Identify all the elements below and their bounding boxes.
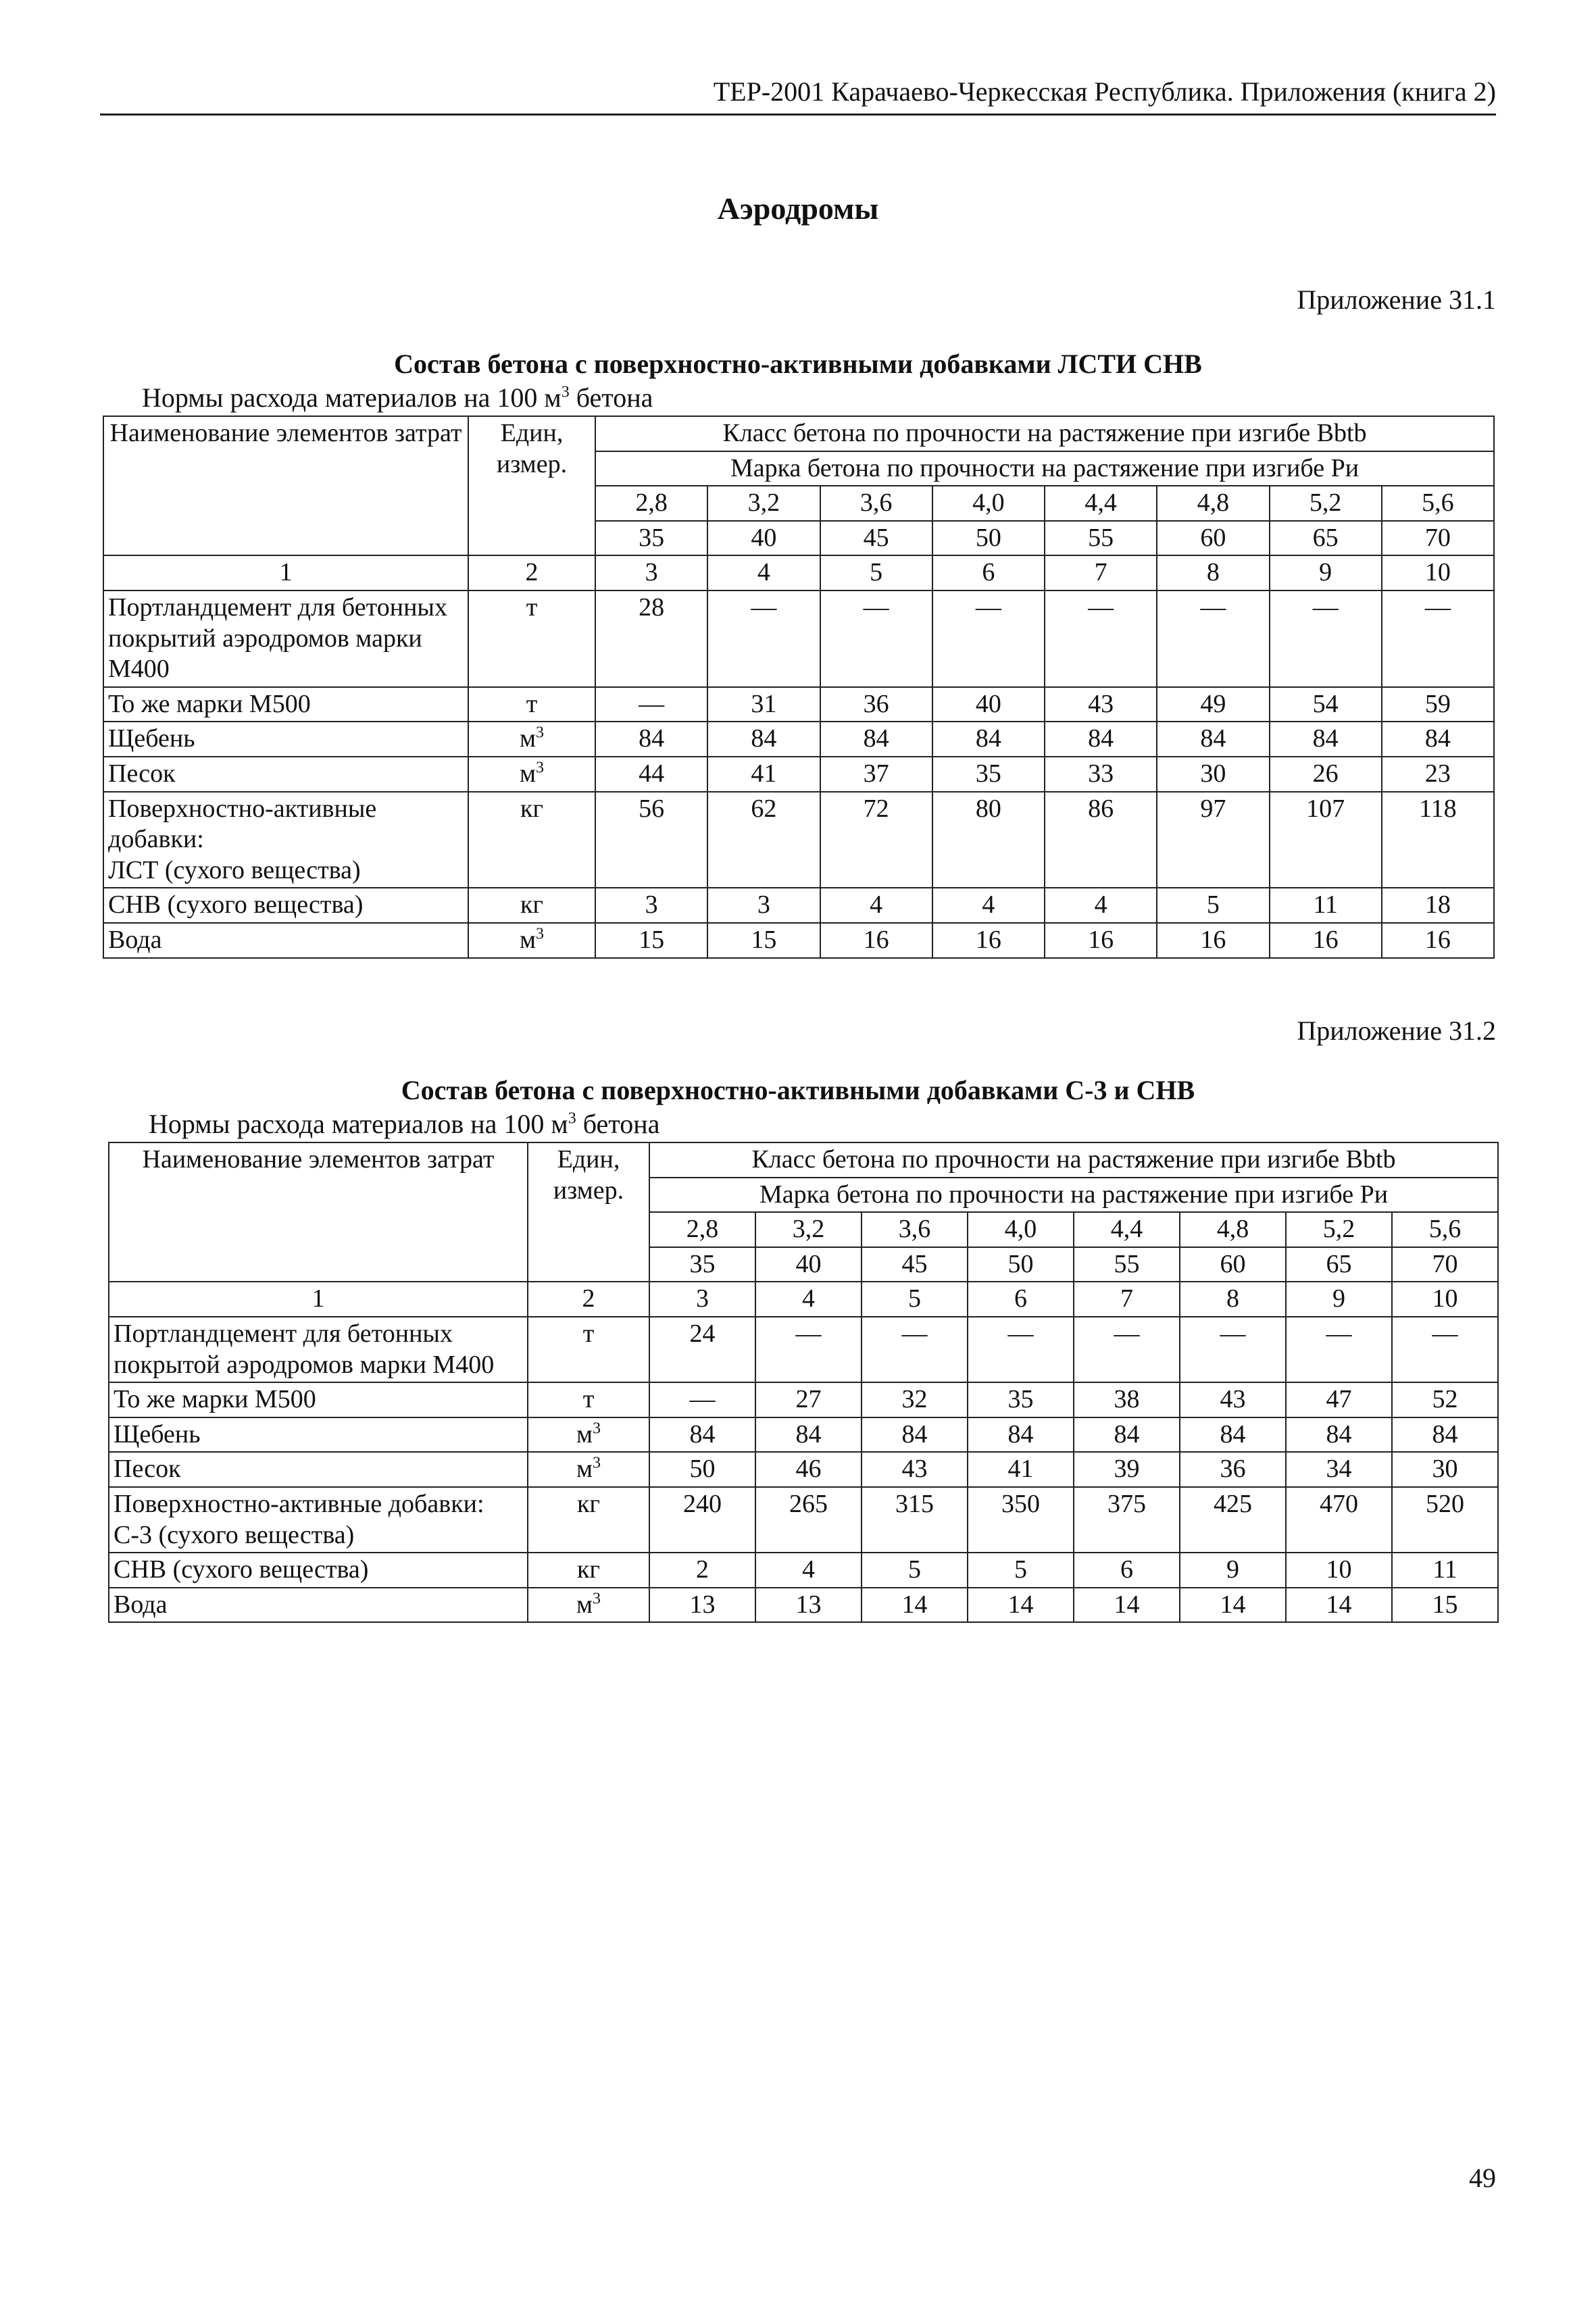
value-cell: — xyxy=(1180,1317,1286,1382)
appendix-label-1: Приложение 31.1 xyxy=(1297,284,1496,315)
column-number-cell: 1 xyxy=(109,1282,528,1317)
column-number-cell: 10 xyxy=(1382,555,1494,590)
value-cell: — xyxy=(1045,590,1157,687)
row-name-cell: СНВ (сухого вещества) xyxy=(103,888,468,923)
norms-suffix: бетона xyxy=(569,382,653,413)
value-cell: 43 xyxy=(1180,1382,1286,1417)
mark-value-cell: 70 xyxy=(1392,1247,1498,1282)
column-number-cell: 3 xyxy=(595,555,707,590)
value-cell: 265 xyxy=(755,1487,862,1553)
value-cell: — xyxy=(862,1317,968,1382)
value-cell: 375 xyxy=(1074,1487,1180,1553)
column-number-cell: 7 xyxy=(1045,555,1157,590)
value-cell: 470 xyxy=(1286,1487,1392,1553)
value-cell: 27 xyxy=(755,1382,862,1417)
class-value-cell: 4,8 xyxy=(1180,1212,1286,1247)
value-cell: 38 xyxy=(1074,1382,1180,1417)
value-cell: 10 xyxy=(1286,1553,1392,1588)
value-cell: 11 xyxy=(1392,1553,1498,1588)
row-name-cell: Песок xyxy=(109,1452,528,1487)
value-cell: 41 xyxy=(968,1452,1074,1487)
running-header: ТЕР-2001 Карачаево-Черкесская Республика. Приложения (книга 2) xyxy=(713,76,1496,107)
value-cell: — xyxy=(1286,1317,1392,1382)
norms-sup: 3 xyxy=(561,383,570,401)
value-cell: 4 xyxy=(820,888,932,923)
value-cell: 14 xyxy=(968,1588,1074,1623)
table-row xyxy=(103,590,1494,687)
column-header-unit: Един, измер. xyxy=(468,416,595,555)
unit-text: м xyxy=(519,925,537,954)
value-cell: 5 xyxy=(968,1553,1074,1588)
value-cell: 14 xyxy=(1180,1588,1286,1623)
value-cell: 35 xyxy=(932,757,1045,792)
value-cell: 36 xyxy=(1180,1452,1286,1487)
value-cell: 33 xyxy=(1045,757,1157,792)
row-name-cell: Щебень xyxy=(103,722,468,757)
column-number-cell: 3 xyxy=(649,1282,755,1317)
row-name-cell: Щебень xyxy=(109,1417,528,1453)
value-cell: — xyxy=(968,1317,1074,1382)
mark-value-cell: 55 xyxy=(1045,521,1157,556)
value-cell: 39 xyxy=(1074,1452,1180,1487)
value-cell: — xyxy=(755,1317,862,1382)
value-cell: 31 xyxy=(707,687,820,722)
value-cell: 84 xyxy=(1392,1417,1498,1453)
appendix-label-2: Приложение 31.2 xyxy=(1297,1015,1496,1046)
value-cell: 16 xyxy=(820,923,932,958)
column-number-cell: 1 xyxy=(103,555,468,590)
unit-sup: 3 xyxy=(593,1419,601,1438)
page-number: 49 xyxy=(1469,2163,1496,2193)
table-row xyxy=(109,1588,1498,1623)
value-cell: 36 xyxy=(820,687,932,722)
value-cell: 15 xyxy=(595,923,707,958)
value-cell: 97 xyxy=(1157,792,1269,888)
unit-text: кг xyxy=(576,1489,601,1518)
value-cell: 23 xyxy=(1382,757,1494,792)
mark-value-cell: 65 xyxy=(1270,521,1382,556)
class-value-cell: 3,2 xyxy=(707,486,820,521)
value-cell: 16 xyxy=(1045,923,1157,958)
unit-text: т xyxy=(526,593,538,622)
value-cell: 59 xyxy=(1382,687,1494,722)
value-cell: 84 xyxy=(1382,722,1494,757)
value-cell: 84 xyxy=(1157,722,1269,757)
column-number-row xyxy=(109,1282,1498,1317)
norms-suffix: бетона xyxy=(576,1109,660,1139)
value-cell: 28 xyxy=(595,590,707,687)
unit-text: м xyxy=(519,724,537,753)
value-cell: 315 xyxy=(862,1487,968,1553)
value-cell: 34 xyxy=(1286,1452,1392,1487)
column-header-unit: Един, измер. xyxy=(528,1142,649,1282)
value-cell: 40 xyxy=(932,687,1045,722)
column-header-mark: Марка бетона по прочности на растяжение при изгибе Ри xyxy=(649,1178,1498,1213)
row-unit-cell xyxy=(528,1417,649,1453)
class-value-cell: 4,0 xyxy=(932,486,1045,521)
mark-value-cell: 60 xyxy=(1180,1247,1286,1282)
value-cell: 49 xyxy=(1157,687,1269,722)
value-cell: 37 xyxy=(820,757,932,792)
mark-value-cell: 50 xyxy=(968,1247,1074,1282)
value-cell: — xyxy=(1392,1317,1498,1382)
row-name-cell: Песок xyxy=(103,757,468,792)
table-row xyxy=(103,757,1494,792)
column-number-cell: 9 xyxy=(1286,1282,1392,1317)
row-unit-cell xyxy=(528,1553,649,1588)
value-cell: — xyxy=(595,687,707,722)
value-cell: 47 xyxy=(1286,1382,1392,1417)
column-number-cell: 2 xyxy=(528,1282,649,1317)
mark-value-cell: 35 xyxy=(595,521,707,556)
unit-text: м xyxy=(576,1590,593,1619)
row-unit-cell xyxy=(468,590,595,687)
table-row xyxy=(103,792,1494,888)
value-cell: 84 xyxy=(1045,722,1157,757)
value-cell: 16 xyxy=(1382,923,1494,958)
value-cell: 15 xyxy=(1392,1588,1498,1623)
table-row xyxy=(109,1452,1498,1487)
mark-value-cell: 65 xyxy=(1286,1247,1392,1282)
value-cell: 84 xyxy=(1286,1417,1392,1453)
value-cell: 6 xyxy=(1074,1553,1180,1588)
row-name-cell: Поверхностно-активные добавки: С-3 (сухого вещества) xyxy=(109,1487,528,1553)
value-cell: 16 xyxy=(1270,923,1382,958)
class-value-cell: 4,4 xyxy=(1045,486,1157,521)
unit-text: кг xyxy=(520,794,544,823)
page-title: Аэродромы xyxy=(717,191,879,226)
class-value-cell: 4,0 xyxy=(968,1212,1074,1247)
value-cell: — xyxy=(649,1382,755,1417)
unit-sup: 3 xyxy=(593,1590,601,1608)
value-cell: 84 xyxy=(595,722,707,757)
value-cell: 54 xyxy=(1270,687,1382,722)
value-cell: 84 xyxy=(1180,1417,1286,1453)
mark-value-cell: 55 xyxy=(1074,1247,1180,1282)
class-value-cell: 4,4 xyxy=(1074,1212,1180,1247)
column-header-class: Класс бетона по прочности на растяжение при изгибе Bbtb xyxy=(595,416,1494,451)
mark-value-cell: 40 xyxy=(707,521,820,556)
row-name-cell: Вода xyxy=(109,1588,528,1623)
value-cell: 50 xyxy=(649,1452,755,1487)
row-unit-cell xyxy=(528,1487,649,1553)
class-value-cell: 2,8 xyxy=(595,486,707,521)
value-cell: 72 xyxy=(820,792,932,888)
value-cell: — xyxy=(1382,590,1494,687)
norms-caption-2 xyxy=(149,1108,659,1140)
norms-prefix: Нормы расхода материалов на 100 м xyxy=(149,1109,568,1139)
value-cell: 425 xyxy=(1180,1487,1286,1553)
value-cell: 84 xyxy=(932,722,1045,757)
value-cell: 52 xyxy=(1392,1382,1498,1417)
row-unit-cell xyxy=(528,1452,649,1487)
table-row xyxy=(109,1317,1498,1382)
value-cell: 32 xyxy=(862,1382,968,1417)
class-value-cell: 2,8 xyxy=(649,1212,755,1247)
column-number-cell: 2 xyxy=(468,555,595,590)
value-cell: 14 xyxy=(1286,1588,1392,1623)
mark-value-cell: 45 xyxy=(820,521,932,556)
value-cell: 4 xyxy=(755,1553,862,1588)
value-cell: 84 xyxy=(1270,722,1382,757)
value-cell: 84 xyxy=(755,1417,862,1453)
value-cell: 30 xyxy=(1392,1452,1498,1487)
value-cell: 84 xyxy=(968,1417,1074,1453)
value-cell: 80 xyxy=(932,792,1045,888)
table-row xyxy=(109,1417,1498,1453)
column-header-mark: Марка бетона по прочности на растяжение при изгибе Ри xyxy=(595,451,1494,486)
row-unit-cell xyxy=(468,757,595,792)
row-unit-cell xyxy=(468,792,595,888)
value-cell: 3 xyxy=(595,888,707,923)
column-number-cell: 4 xyxy=(755,1282,862,1317)
column-header-name: Наименование элементов затрат xyxy=(103,416,468,555)
class-value-cell: 5,6 xyxy=(1382,486,1494,521)
value-cell: — xyxy=(707,590,820,687)
column-number-cell: 7 xyxy=(1074,1282,1180,1317)
class-value-cell: 3,2 xyxy=(755,1212,862,1247)
table-row xyxy=(103,888,1494,923)
table-row xyxy=(109,1553,1498,1588)
class-value-cell: 3,6 xyxy=(820,486,932,521)
row-unit-cell xyxy=(468,722,595,757)
value-cell: 4 xyxy=(1045,888,1157,923)
value-cell: 520 xyxy=(1392,1487,1498,1553)
row-name-cell: СНВ (сухого вещества) xyxy=(109,1553,528,1588)
unit-text: кг xyxy=(576,1555,601,1584)
value-cell: 14 xyxy=(1074,1588,1180,1623)
column-number-row xyxy=(103,555,1494,590)
unit-text: т xyxy=(526,689,538,718)
class-value-cell: 5,2 xyxy=(1286,1212,1392,1247)
row-unit-cell xyxy=(528,1588,649,1623)
value-cell: 3 xyxy=(707,888,820,923)
unit-sup: 3 xyxy=(536,724,545,742)
mark-value-cell: 60 xyxy=(1157,521,1269,556)
value-cell: 16 xyxy=(932,923,1045,958)
mark-value-cell: 35 xyxy=(649,1247,755,1282)
value-cell: — xyxy=(932,590,1045,687)
value-cell: 16 xyxy=(1157,923,1269,958)
value-cell: 86 xyxy=(1045,792,1157,888)
mark-value-cell: 40 xyxy=(755,1247,862,1282)
value-cell: 43 xyxy=(1045,687,1157,722)
value-cell: 46 xyxy=(755,1452,862,1487)
header-row xyxy=(109,1142,1498,1178)
norms-prefix: Нормы расхода материалов на 100 м xyxy=(142,382,562,413)
class-value-cell: 3,6 xyxy=(862,1212,968,1247)
column-number-cell: 9 xyxy=(1270,555,1382,590)
row-name-cell: То же марки М500 xyxy=(109,1382,528,1417)
header-rule xyxy=(100,114,1496,116)
value-cell: 26 xyxy=(1270,757,1382,792)
value-cell: 5 xyxy=(862,1553,968,1588)
row-unit-cell xyxy=(468,923,595,958)
row-name-cell: Вода xyxy=(103,923,468,958)
value-cell: 35 xyxy=(968,1382,1074,1417)
column-header-class: Класс бетона по прочности на растяжение при изгибе Bbtb xyxy=(649,1142,1498,1178)
column-header-name: Наименование элементов затрат xyxy=(109,1142,528,1282)
value-cell: 41 xyxy=(707,757,820,792)
unit-sup: 3 xyxy=(593,1454,601,1472)
value-cell: 15 xyxy=(707,923,820,958)
value-cell: 30 xyxy=(1157,757,1269,792)
value-cell: — xyxy=(1074,1317,1180,1382)
unit-sup: 3 xyxy=(536,925,545,943)
unit-text: т xyxy=(582,1319,595,1348)
value-cell: 13 xyxy=(649,1588,755,1623)
table-row xyxy=(109,1487,1498,1553)
value-cell: — xyxy=(1270,590,1382,687)
value-cell: 18 xyxy=(1382,888,1494,923)
table-row xyxy=(103,722,1494,757)
row-name-cell: Поверхностно-активные добавки: ЛСТ (сухого вещества) xyxy=(103,792,468,888)
value-cell: 14 xyxy=(862,1588,968,1623)
value-cell: 62 xyxy=(707,792,820,888)
column-number-cell: 5 xyxy=(862,1282,968,1317)
value-cell: 84 xyxy=(820,722,932,757)
row-unit-cell xyxy=(468,888,595,923)
mark-value-cell: 50 xyxy=(932,521,1045,556)
class-value-cell: 5,6 xyxy=(1392,1212,1498,1247)
column-number-cell: 6 xyxy=(932,555,1045,590)
value-cell: 240 xyxy=(649,1487,755,1553)
row-unit-cell xyxy=(468,687,595,722)
table-title-1: Состав бетона с поверхностно-активными добавками ЛСТИ СНВ xyxy=(394,349,1202,379)
table-row xyxy=(109,1382,1498,1417)
table-row xyxy=(103,923,1494,958)
row-unit-cell xyxy=(528,1317,649,1382)
column-number-cell: 8 xyxy=(1157,555,1269,590)
unit-text: м xyxy=(519,759,537,788)
norms-table-2 xyxy=(108,1142,1499,1623)
value-cell: — xyxy=(820,590,932,687)
value-cell: 24 xyxy=(649,1317,755,1382)
value-cell: 118 xyxy=(1382,792,1494,888)
mark-value-cell: 70 xyxy=(1382,521,1494,556)
norms-caption-1 xyxy=(142,382,653,413)
value-cell: 84 xyxy=(649,1417,755,1453)
column-number-cell: 4 xyxy=(707,555,820,590)
value-cell: 84 xyxy=(862,1417,968,1453)
value-cell: 5 xyxy=(1157,888,1269,923)
value-cell: 43 xyxy=(862,1452,968,1487)
value-cell: 13 xyxy=(755,1588,862,1623)
norms-sup: 3 xyxy=(568,1109,576,1128)
column-number-cell: 10 xyxy=(1392,1282,1498,1317)
unit-text: м xyxy=(576,1419,593,1449)
class-value-cell: 5,2 xyxy=(1270,486,1382,521)
row-name-cell: Портландцемент для бетонных покрытой аэродромов марки М400 xyxy=(109,1317,528,1382)
value-cell: 2 xyxy=(649,1553,755,1588)
row-name-cell: Портландцемент для бетонных покрытий аэродромов марки М400 xyxy=(103,590,468,687)
value-cell: 44 xyxy=(595,757,707,792)
header-row xyxy=(103,416,1494,451)
table-row xyxy=(103,687,1494,722)
value-cell: 107 xyxy=(1270,792,1382,888)
value-cell: 4 xyxy=(932,888,1045,923)
value-cell: 84 xyxy=(1074,1417,1180,1453)
value-cell: 11 xyxy=(1270,888,1382,923)
column-number-cell: 6 xyxy=(968,1282,1074,1317)
class-value-cell: 4,8 xyxy=(1157,486,1269,521)
mark-value-cell: 45 xyxy=(862,1247,968,1282)
row-unit-cell xyxy=(528,1382,649,1417)
unit-text: т xyxy=(582,1385,595,1414)
value-cell: 84 xyxy=(707,722,820,757)
value-cell: 56 xyxy=(595,792,707,888)
column-number-cell: 5 xyxy=(820,555,932,590)
unit-text: кг xyxy=(520,890,544,920)
value-cell: — xyxy=(1157,590,1269,687)
value-cell: 9 xyxy=(1180,1553,1286,1588)
table-title-2: Состав бетона с поверхностно-активными добавками С-3 и СНВ xyxy=(401,1075,1195,1105)
unit-sup: 3 xyxy=(536,759,545,777)
column-number-cell: 8 xyxy=(1180,1282,1286,1317)
value-cell: 350 xyxy=(968,1487,1074,1553)
row-name-cell: То же марки М500 xyxy=(103,687,468,722)
unit-text: м xyxy=(576,1455,593,1484)
norms-table-1 xyxy=(103,416,1495,959)
